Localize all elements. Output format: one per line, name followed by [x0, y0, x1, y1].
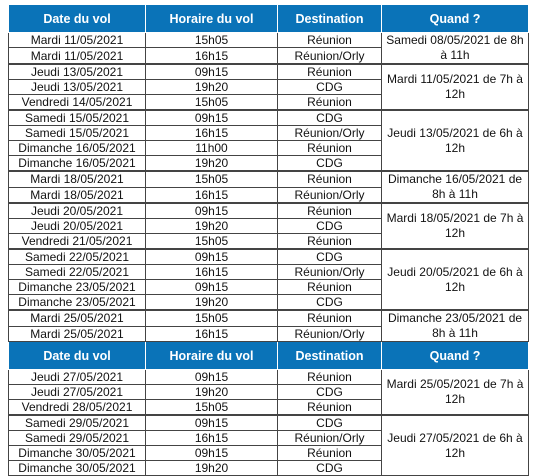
flight-date-cell: Samedi 15/05/2021 — [9, 126, 146, 141]
flight-date-cell: Samedi 22/05/2021 — [9, 249, 146, 265]
flight-date-cell: Dimanche 23/05/2021 — [9, 280, 146, 295]
flight-date-cell: Jeudi 13/05/2021 — [9, 64, 146, 80]
destination-cell: Réunion — [278, 141, 382, 156]
flight-date-cell: Jeudi 27/05/2021 — [9, 385, 146, 400]
flight-time-cell: 19h20 — [146, 219, 278, 234]
flight-date-cell: Samedi 22/05/2021 — [9, 265, 146, 280]
flight-schedule-body — [9, 5, 529, 476]
destination-cell: Réunion — [278, 280, 382, 295]
when-cell: Jeudi 27/05/2021 de 6h à 12h — [382, 415, 529, 476]
flight-time-cell: 19h20 — [146, 80, 278, 95]
destination-cell: CDG — [278, 156, 382, 172]
flight-date-cell: Dimanche 16/05/2021 — [9, 156, 146, 172]
destination-cell: Réunion — [278, 400, 382, 416]
flight-time-cell: 09h15 — [146, 64, 278, 80]
header-destination: Destination — [278, 342, 382, 370]
flight-time-cell: 09h15 — [146, 203, 278, 219]
flight-time-cell: 09h15 — [146, 280, 278, 295]
flight-date-cell: Vendredi 28/05/2021 — [9, 400, 146, 416]
header-row — [9, 5, 529, 33]
header-time: Horaire du vol — [146, 5, 278, 33]
table-row — [9, 310, 529, 326]
table-row — [9, 415, 529, 431]
destination-cell: CDG — [278, 295, 382, 311]
flight-time-cell: 19h20 — [146, 156, 278, 172]
flight-date-cell: Dimanche 23/05/2021 — [9, 295, 146, 311]
flight-date-cell: Vendredi 14/05/2021 — [9, 95, 146, 111]
destination-cell: Réunion — [278, 370, 382, 385]
flight-date-cell: Jeudi 20/05/2021 — [9, 219, 146, 234]
flight-time-cell: 15h05 — [146, 234, 278, 250]
when-cell: Mardi 25/05/2021 de 7h à 12h — [382, 370, 529, 416]
destination-cell: Réunion — [278, 310, 382, 326]
when-cell: Jeudi 13/05/2021 de 6h à 12h — [382, 110, 529, 171]
flight-time-cell: 15h05 — [146, 171, 278, 187]
destination-cell: Réunion — [278, 446, 382, 461]
destination-cell: Réunion/Orly — [278, 126, 382, 141]
destination-cell: Réunion/Orly — [278, 265, 382, 280]
flight-time-cell: 19h20 — [146, 295, 278, 311]
flight-time-cell: 09h15 — [146, 446, 278, 461]
table-row — [9, 370, 529, 385]
flight-time-cell: 16h15 — [146, 187, 278, 203]
destination-cell: CDG — [278, 219, 382, 234]
flight-date-cell: Dimanche 30/05/2021 — [9, 446, 146, 461]
flight-time-cell: 09h15 — [146, 249, 278, 265]
header-row — [9, 342, 529, 370]
when-cell: Jeudi 20/05/2021 de 6h à 12h — [382, 249, 529, 310]
flight-date-cell: Dimanche 30/05/2021 — [9, 461, 146, 476]
flight-time-cell: 09h15 — [146, 110, 278, 126]
destination-cell: Réunion/Orly — [278, 326, 382, 342]
destination-cell: Réunion — [278, 95, 382, 111]
flight-time-cell: 15h05 — [146, 95, 278, 111]
flight-time-cell: 16h15 — [146, 326, 278, 342]
destination-cell: Réunion — [278, 64, 382, 80]
when-cell: Mardi 11/05/2021 de 7h à 12h — [382, 64, 529, 110]
table-row — [9, 110, 529, 126]
table-row — [9, 171, 529, 187]
destination-cell: CDG — [278, 415, 382, 431]
table-row — [9, 64, 529, 80]
flight-date-cell: Mardi 25/05/2021 — [9, 326, 146, 342]
flight-date-cell: Samedi 29/05/2021 — [9, 415, 146, 431]
flight-time-cell: 16h15 — [146, 126, 278, 141]
destination-cell: Réunion — [278, 203, 382, 219]
destination-cell: Réunion/Orly — [278, 187, 382, 203]
flight-date-cell: Samedi 29/05/2021 — [9, 431, 146, 446]
header-when: Quand ? — [382, 342, 529, 370]
when-cell: Dimanche 23/05/2021 de 8h à 11h — [382, 310, 529, 342]
header-date: Date du vol — [9, 342, 146, 370]
flight-time-cell: 09h15 — [146, 415, 278, 431]
flight-date-cell: Mardi 11/05/2021 — [9, 48, 146, 64]
flight-date-cell: Mardi 18/05/2021 — [9, 171, 146, 187]
destination-cell: Réunion — [278, 33, 382, 48]
header-date: Date du vol — [9, 5, 146, 33]
flight-time-cell: 16h15 — [146, 48, 278, 64]
flight-time-cell: 15h05 — [146, 400, 278, 416]
flight-time-cell: 11h00 — [146, 141, 278, 156]
header-destination: Destination — [278, 5, 382, 33]
destination-cell: CDG — [278, 80, 382, 95]
flight-time-cell: 15h05 — [146, 310, 278, 326]
flight-date-cell: Mardi 11/05/2021 — [9, 33, 146, 48]
destination-cell: CDG — [278, 110, 382, 126]
destination-cell: CDG — [278, 385, 382, 400]
destination-cell: CDG — [278, 249, 382, 265]
flight-date-cell: Mardi 18/05/2021 — [9, 187, 146, 203]
flight-date-cell: Jeudi 27/05/2021 — [9, 370, 146, 385]
table-row — [9, 249, 529, 265]
flight-time-cell: 15h05 — [146, 33, 278, 48]
destination-cell: CDG — [278, 461, 382, 476]
destination-cell: Réunion/Orly — [278, 48, 382, 64]
when-cell: Dimanche 16/05/2021 de 8h à 11h — [382, 171, 529, 203]
flight-time-cell: 09h15 — [146, 370, 278, 385]
flight-date-cell: Jeudi 20/05/2021 — [9, 203, 146, 219]
flight-time-cell: 16h15 — [146, 431, 278, 446]
flight-date-cell: Samedi 15/05/2021 — [9, 110, 146, 126]
destination-cell: Réunion — [278, 234, 382, 250]
header-time: Horaire du vol — [146, 342, 278, 370]
flight-date-cell: Dimanche 16/05/2021 — [9, 141, 146, 156]
flight-date-cell: Mardi 25/05/2021 — [9, 310, 146, 326]
when-cell: Samedi 08/05/2021 de 8h à 11h — [382, 33, 529, 65]
flight-time-cell: 19h20 — [146, 461, 278, 476]
when-cell: Mardi 18/05/2021 de 7h à 12h — [382, 203, 529, 249]
flight-time-cell: 16h15 — [146, 265, 278, 280]
table-row — [9, 203, 529, 219]
destination-cell: Réunion/Orly — [278, 431, 382, 446]
flight-date-cell: Vendredi 21/05/2021 — [9, 234, 146, 250]
table-row — [9, 33, 529, 48]
destination-cell: Réunion — [278, 171, 382, 187]
flight-schedule-table — [8, 4, 529, 476]
header-when: Quand ? — [382, 5, 529, 33]
flight-time-cell: 19h20 — [146, 385, 278, 400]
flight-date-cell: Jeudi 13/05/2021 — [9, 80, 146, 95]
